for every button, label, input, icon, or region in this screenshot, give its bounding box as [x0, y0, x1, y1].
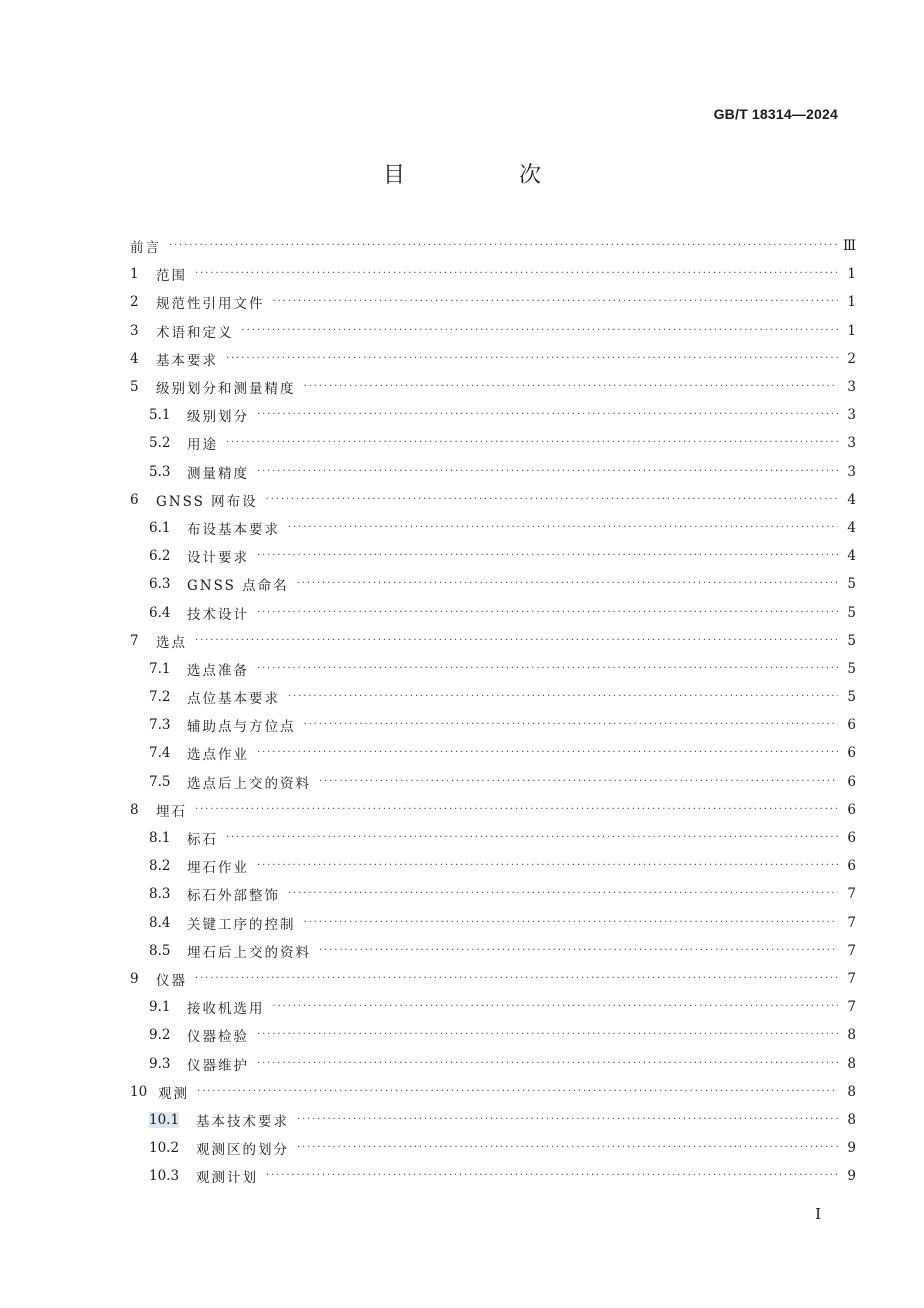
toc-entry-page: 6 — [847, 801, 856, 818]
dot-leader — [297, 579, 838, 589]
table-of-contents — [130, 232, 856, 1190]
dot-leader — [257, 748, 838, 758]
toc-entry-number: 7.4 — [149, 745, 171, 762]
toc-entry-page: 8 — [847, 1027, 856, 1044]
toc-entry-label: 仪器维护 — [187, 1057, 249, 1074]
toc-entry[interactable] — [130, 542, 856, 570]
toc-entry-page: 7 — [847, 914, 856, 931]
toc-entry-number: 5.3 — [149, 463, 171, 480]
toc-entry[interactable] — [130, 852, 856, 880]
toc-entry-page: 4 — [847, 491, 856, 508]
toc-entry-number: 9.2 — [149, 1027, 171, 1044]
toc-entry-label: 用途 — [187, 437, 218, 454]
toc-entry-number: 8.3 — [149, 886, 171, 903]
toc-entry-number: 7.2 — [149, 689, 171, 706]
toc-entry[interactable] — [130, 1162, 856, 1190]
dot-leader — [226, 438, 838, 448]
toc-entry-page: 1 — [847, 322, 856, 339]
dot-leader — [195, 269, 838, 279]
dot-leader — [266, 1171, 838, 1181]
page-number: I — [815, 1205, 821, 1223]
toc-entry-number: 3 — [130, 322, 139, 339]
toc-entry-label: 观测计划 — [196, 1170, 258, 1187]
toc-entry-label: 前言 — [130, 240, 161, 257]
toc-entry-number: 10 — [130, 1083, 148, 1100]
toc-entry-label: 埋石作业 — [187, 860, 249, 877]
toc-entry-page: 1 — [847, 266, 856, 283]
toc-entry-page: 8 — [847, 1055, 856, 1072]
dot-leader — [197, 1087, 838, 1097]
dot-leader — [304, 918, 839, 928]
toc-entry[interactable] — [130, 965, 856, 993]
toc-entry-label: 选点 — [156, 634, 187, 651]
toc-entry[interactable] — [130, 232, 856, 260]
toc-entry-label: 观测区的划分 — [196, 1142, 289, 1159]
toc-entry-number: 8.1 — [149, 830, 171, 847]
toc-entry-number: 7.1 — [149, 660, 171, 677]
toc-entry[interactable] — [130, 1049, 856, 1077]
toc-entry-label: 选点作业 — [187, 747, 249, 764]
toc-entry-page: 9 — [847, 1140, 856, 1157]
toc-entry-label: 技术设计 — [187, 606, 249, 623]
toc-entry-page: 5 — [847, 689, 856, 706]
dot-leader — [319, 777, 838, 787]
toc-entry-page: 4 — [847, 548, 856, 565]
toc-entry-page: 5 — [847, 660, 856, 677]
dot-leader — [273, 297, 839, 307]
toc-entry-page: 7 — [847, 942, 856, 959]
toc-entry[interactable] — [130, 458, 856, 486]
toc-entry-page: 4 — [847, 519, 856, 536]
toc-entry-page: 2 — [847, 350, 856, 367]
toc-entry-page: 5 — [847, 632, 856, 649]
dot-leader — [297, 1115, 838, 1125]
dot-leader — [304, 720, 839, 730]
toc-entry[interactable] — [130, 1021, 856, 1049]
dot-leader — [273, 1002, 839, 1012]
selection-highlight: 10.1 — [149, 1111, 180, 1128]
dot-leader — [266, 495, 838, 505]
toc-entry-label: 基本技术要求 — [196, 1113, 289, 1130]
toc-entry-page: 8 — [847, 1083, 856, 1100]
toc-entry-number: 8.5 — [149, 942, 171, 959]
toc-entry[interactable] — [130, 317, 856, 345]
toc-entry-number: 5.1 — [149, 407, 171, 424]
toc-entry-number: 5 — [130, 379, 139, 396]
toc-entry-number: 1 — [130, 266, 139, 283]
toc-entry[interactable] — [130, 401, 856, 429]
toc-entry-page: 5 — [847, 604, 856, 621]
toc-entry-page: 6 — [847, 830, 856, 847]
toc-entry-number: 9.3 — [149, 1055, 171, 1072]
toc-entry-label: GNSS 网布设 — [156, 493, 258, 510]
toc-entry-page: 8 — [847, 1111, 856, 1128]
toc-entry-label: 埋石 — [156, 803, 187, 820]
toc-entry-number: 6.1 — [149, 519, 171, 536]
standard-number: GB/T 18314—2024 — [713, 106, 838, 122]
toc-entry-label: 基本要求 — [156, 352, 218, 369]
toc-entry-number: 10.3 — [149, 1168, 180, 1185]
toc-entry-page: 3 — [847, 463, 856, 480]
toc-entry-number: 7 — [130, 632, 139, 649]
toc-entry-number: 8 — [130, 801, 139, 818]
toc-entry[interactable] — [130, 683, 856, 711]
toc-entry-page: 3 — [847, 407, 856, 424]
toc-entry-label: GNSS 点命名 — [187, 578, 289, 595]
toc-entry[interactable] — [130, 345, 856, 373]
toc-entry[interactable] — [130, 429, 856, 457]
toc-entry-label: 术语和定义 — [156, 324, 234, 341]
toc-entry-page: Ⅲ — [842, 238, 856, 255]
toc-entry[interactable] — [130, 260, 856, 288]
toc-entry-label: 仪器检验 — [187, 1029, 249, 1046]
toc-entry-number: 9.1 — [149, 999, 171, 1016]
dot-leader — [195, 805, 838, 815]
toc-entry-label: 布设基本要求 — [187, 521, 280, 538]
toc-entry-number: 7.5 — [149, 773, 171, 790]
dot-leader — [257, 1059, 838, 1069]
toc-entry-number: 8.4 — [149, 914, 171, 931]
toc-entry[interactable] — [130, 1134, 856, 1162]
dot-leader — [288, 692, 838, 702]
toc-entry-label: 关键工序的控制 — [187, 916, 296, 933]
dot-leader — [257, 410, 838, 420]
toc-entry[interactable] — [130, 373, 856, 401]
toc-entry-label: 标石 — [187, 832, 218, 849]
toc-entry-label: 接收机选用 — [187, 1001, 265, 1018]
dot-leader — [195, 636, 838, 646]
toc-entry[interactable] — [130, 768, 856, 796]
toc-entry[interactable] — [130, 627, 856, 655]
toc-entry[interactable] — [130, 993, 856, 1021]
toc-title: 目 次 — [382, 163, 587, 188]
toc-entry[interactable] — [130, 824, 856, 852]
toc-entry-number: 5.2 — [149, 435, 171, 452]
toc-entry[interactable] — [130, 796, 856, 824]
dot-leader — [195, 974, 838, 984]
toc-entry-number: 7.3 — [149, 717, 171, 734]
toc-entry[interactable] — [130, 711, 856, 739]
dot-leader — [226, 833, 838, 843]
toc-entry[interactable] — [130, 1106, 856, 1134]
toc-entry[interactable] — [130, 739, 856, 767]
toc-entry-label: 测量精度 — [187, 465, 249, 482]
dot-leader — [319, 946, 838, 956]
toc-entry-number: 6.4 — [149, 604, 171, 621]
dot-leader — [257, 551, 838, 561]
toc-entry-label: 标石外部整饰 — [187, 888, 280, 905]
toc-entry-page: 7 — [847, 970, 856, 987]
toc-entry-number: 8.2 — [149, 858, 171, 875]
toc-entry[interactable] — [130, 909, 856, 937]
toc-entry[interactable] — [130, 570, 856, 598]
toc-entry[interactable] — [130, 880, 856, 908]
toc-entry-page: 7 — [847, 886, 856, 903]
dot-leader — [226, 354, 838, 364]
toc-entry-label: 范围 — [156, 268, 187, 285]
toc-entry-number: 4 — [130, 350, 139, 367]
toc-entry-number: 10.2 — [149, 1140, 180, 1157]
toc-entry-number: 6.3 — [149, 576, 171, 593]
toc-entry-label: 设计要求 — [187, 550, 249, 567]
toc-entry-label: 选点准备 — [187, 662, 249, 679]
toc-entry-label: 级别划分 — [187, 409, 249, 426]
dot-leader — [169, 241, 837, 251]
toc-entry-number: 6 — [130, 491, 139, 508]
dot-leader — [242, 326, 839, 336]
toc-entry-number: 6.2 — [149, 548, 171, 565]
toc-entry-page: 7 — [847, 999, 856, 1016]
toc-entry-label: 点位基本要求 — [187, 691, 280, 708]
toc-entry-page: 1 — [847, 294, 856, 311]
toc-entry-page: 3 — [847, 379, 856, 396]
dot-leader — [297, 1143, 838, 1153]
toc-entry[interactable] — [130, 937, 856, 965]
dot-leader — [288, 889, 838, 899]
toc-entry[interactable] — [130, 655, 856, 683]
toc-entry-page: 6 — [847, 773, 856, 790]
toc-entry-number: 9 — [130, 970, 139, 987]
dot-leader — [288, 523, 838, 533]
toc-entry-label: 埋石后上交的资料 — [187, 944, 311, 961]
toc-entry-number: 2 — [130, 294, 139, 311]
toc-entry-page: 6 — [847, 745, 856, 762]
dot-leader — [257, 664, 838, 674]
toc-entry-page: 6 — [847, 858, 856, 875]
dot-leader — [257, 1030, 838, 1040]
toc-entry[interactable] — [130, 288, 856, 316]
toc-entry-page: 5 — [847, 576, 856, 593]
toc-entry[interactable] — [130, 1078, 856, 1106]
toc-entry-page: 6 — [847, 717, 856, 734]
toc-entry-label: 观测 — [158, 1085, 189, 1102]
toc-entry-label: 级别划分和测量精度 — [156, 381, 296, 398]
dot-leader — [257, 861, 838, 871]
toc-entry-label: 辅助点与方位点 — [187, 719, 296, 736]
toc-entry[interactable] — [130, 514, 856, 542]
toc-entry-label: 规范性引用文件 — [156, 296, 265, 313]
toc-entry-number — [149, 1112, 196, 1128]
toc-entry-page: 9 — [847, 1168, 856, 1185]
toc-entry-page: 3 — [847, 435, 856, 452]
toc-entry[interactable] — [130, 486, 856, 514]
dot-leader — [257, 467, 838, 477]
toc-entry-label: 选点后上交的资料 — [187, 775, 311, 792]
dot-leader — [304, 382, 839, 392]
dot-leader — [257, 608, 838, 618]
toc-entry[interactable] — [130, 598, 856, 626]
toc-entry-label: 仪器 — [156, 972, 187, 989]
